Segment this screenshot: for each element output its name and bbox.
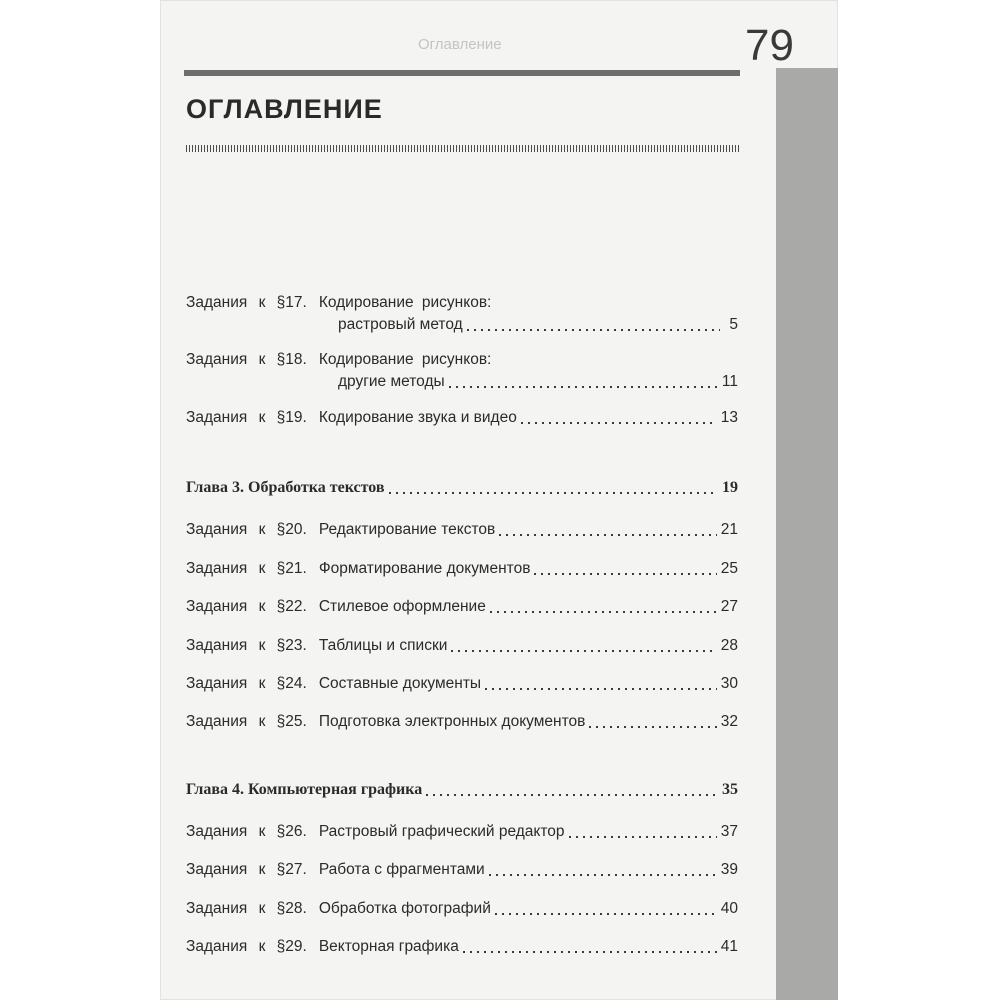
dot-leader bbox=[499, 534, 717, 536]
entry-prefix: Задания к §17. bbox=[186, 294, 307, 311]
dot-leader bbox=[485, 688, 717, 690]
page-number: 79 bbox=[745, 21, 794, 70]
entry-prefix: Задания к §22. bbox=[186, 598, 307, 615]
entry-page: 41 bbox=[720, 938, 738, 955]
dot-leader bbox=[534, 573, 716, 575]
entry-page: 19 bbox=[722, 479, 738, 496]
entry-title: Редактирование текстов bbox=[318, 521, 496, 538]
entry-page: 11 bbox=[721, 373, 738, 390]
toc-entry-18-cont bbox=[186, 371, 738, 393]
entry-title: Векторная графика bbox=[318, 938, 459, 955]
entry-prefix: Задания к §26. bbox=[186, 823, 307, 840]
side-color-strip bbox=[776, 68, 838, 1000]
hatched-divider bbox=[186, 145, 740, 152]
entry-page: 32 bbox=[720, 713, 738, 730]
toc-entry-26 bbox=[186, 821, 738, 843]
entry-title-cont: другие методы bbox=[338, 373, 445, 390]
page-title: ОГЛАВЛЕНИЕ bbox=[186, 94, 383, 124]
entry-title: Кодирование рисунков: bbox=[318, 294, 492, 311]
entry-title: Работа с фрагментами bbox=[318, 861, 485, 878]
entry-page: 27 bbox=[720, 598, 738, 615]
entry-title: Форматирование документов bbox=[318, 560, 531, 577]
entry-page: 5 bbox=[729, 316, 738, 333]
dot-leader bbox=[463, 951, 717, 953]
dot-leader bbox=[449, 386, 718, 388]
entry-page: 40 bbox=[720, 900, 738, 917]
toc-entry-18 bbox=[186, 349, 738, 371]
entry-prefix: Задания к §27. bbox=[186, 861, 307, 878]
top-rule bbox=[184, 70, 740, 76]
toc-entry-27 bbox=[186, 859, 738, 881]
entry-page: 35 bbox=[722, 781, 738, 798]
entry-prefix: Задания к §23. bbox=[186, 637, 307, 654]
dot-leader bbox=[589, 726, 716, 728]
running-header: Оглавление bbox=[418, 36, 502, 53]
entry-prefix: Задания к §21. bbox=[186, 560, 307, 577]
dot-leader bbox=[467, 329, 720, 331]
dot-leader bbox=[451, 650, 716, 652]
entry-page: 13 bbox=[720, 409, 738, 426]
toc-entry-17 bbox=[186, 292, 738, 314]
chapter-title: Глава 3. Обработка текстов bbox=[186, 479, 385, 496]
entry-page: 30 bbox=[720, 675, 738, 692]
entry-title: Кодирование звука и видео bbox=[318, 409, 517, 426]
toc-entry-23 bbox=[186, 635, 738, 657]
toc-entry-20 bbox=[186, 519, 738, 541]
toc-entry-17-cont bbox=[186, 314, 738, 336]
entry-page: 21 bbox=[720, 521, 738, 538]
toc-entry-24 bbox=[186, 673, 738, 695]
chapter-title: Глава 4. Компьютерная графика bbox=[186, 781, 423, 798]
entry-title: Стилевое оформление bbox=[318, 598, 486, 615]
entry-title-cont: растровый метод bbox=[338, 316, 463, 333]
entry-page: 28 bbox=[720, 637, 738, 654]
entry-prefix: Задания к §18. bbox=[186, 351, 307, 368]
dot-leader bbox=[426, 794, 718, 796]
entry-prefix: Задания к §20. bbox=[186, 521, 307, 538]
dot-leader bbox=[495, 913, 717, 915]
toc-entry-21 bbox=[186, 558, 738, 580]
entry-page: 25 bbox=[720, 560, 738, 577]
toc-entry-28 bbox=[186, 898, 738, 920]
entry-prefix: Задания к §25. bbox=[186, 713, 307, 730]
toc-entry-25 bbox=[186, 711, 738, 733]
toc-entry-29 bbox=[186, 936, 738, 958]
dot-leader bbox=[389, 492, 718, 494]
toc-entry-19 bbox=[186, 407, 738, 429]
dot-leader bbox=[569, 836, 717, 838]
entry-title: Составные документы bbox=[318, 675, 482, 692]
entry-prefix: Задания к §29. bbox=[186, 938, 307, 955]
toc-entry-22 bbox=[186, 596, 738, 618]
entry-prefix: Задания к §24. bbox=[186, 675, 307, 692]
entry-title: Таблицы и списки bbox=[318, 637, 448, 654]
entry-page: 37 bbox=[720, 823, 738, 840]
entry-title: Обработка фотографий bbox=[318, 900, 491, 917]
toc-chapter-3 bbox=[186, 477, 738, 499]
dot-leader bbox=[521, 422, 717, 424]
toc-chapter-4 bbox=[186, 779, 738, 801]
entry-page: 39 bbox=[720, 861, 738, 878]
entry-prefix: Задания к §28. bbox=[186, 900, 307, 917]
entry-prefix: Задания к §19. bbox=[186, 409, 307, 426]
entry-title: Подготовка электронных документов bbox=[318, 713, 586, 730]
entry-title: Растровый графический редактор bbox=[318, 823, 565, 840]
dot-leader bbox=[489, 874, 717, 876]
entry-title: Кодирование рисунков: bbox=[318, 351, 492, 368]
dot-leader bbox=[490, 611, 717, 613]
